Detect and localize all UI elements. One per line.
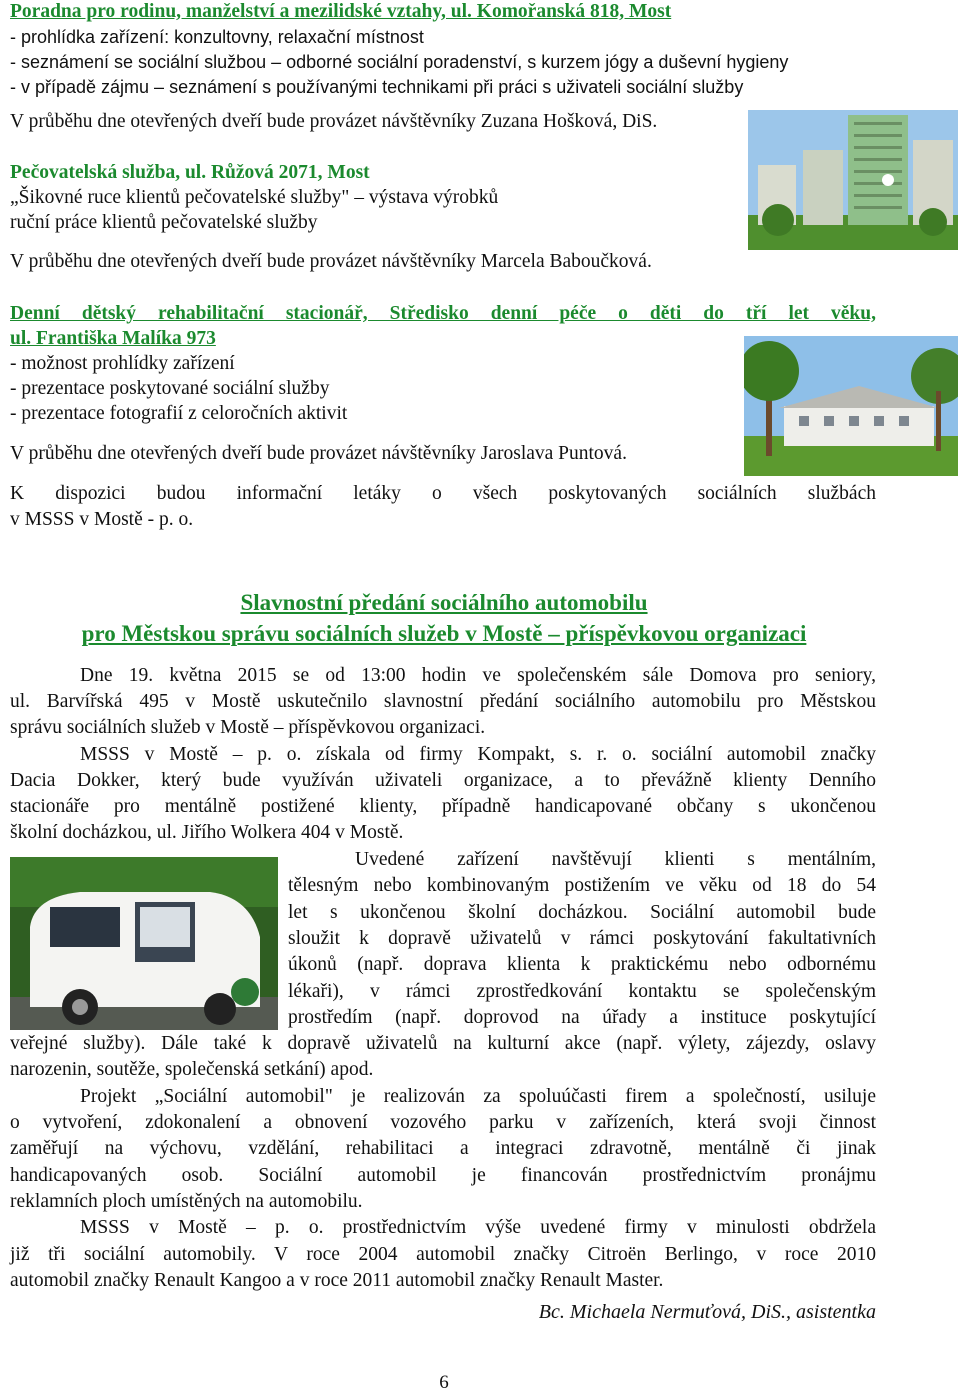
section1-bullet: - seznámení se sociální službou – odborné sociální poradenství, s kurzem jógy a duševní hygieny — [10, 52, 789, 72]
article-paragraph-line: veřejné služby). Dále také k dopravě uživatelů na kulturní akce (např. výlety, zájezdy, oslavy — [10, 1033, 876, 1054]
section1-heading: Poradna pro rodinu, manželství a mezilidské vztahy, ul. Komořanská 818, Most — [10, 1, 672, 22]
section2-heading: Pečovatelská služba, ul. Růžová 2071, Most — [10, 162, 370, 183]
article-paragraph-line: Uvedené zařízení navštěvují klienti s mentálním, — [355, 849, 876, 870]
article-paragraph-line: tělesným nebo kombinovaným postižením ve věku od 18 do 54 — [288, 875, 876, 896]
article-paragraph-line: úkonů (např. doprava klienta k praktickému nebo odbornému — [288, 954, 876, 975]
article-paragraph-line: let s ukončenou školní docházkou. Sociální automobil bude — [288, 902, 876, 923]
article-paragraph-line: o vytvoření, zdokonalení a obnovení vozového parku v zařízeních, která svoji činnost — [10, 1112, 876, 1133]
section3-bullet: - prezentace poskytované sociální služby — [10, 378, 330, 399]
article-paragraph-line: MSSS v Mostě – p. o. získala od firmy Kompakt, s. r. o. sociální automobil značky — [80, 744, 876, 765]
article-paragraph-line: Dacia Dokker, který bude využíván uživateli organizace, a to převážně klienty Denního — [10, 770, 876, 791]
info-line: K dispozici budou informační letáky o všech poskytovaných sociálních službách — [10, 483, 876, 504]
article-paragraph-line: Dne 19. května 2015 se od 13:00 hodin ve společenském sále Domova pro seniory, — [80, 665, 876, 686]
article-paragraph-line: již tři sociální automobily. V roce 2004 automobil značky Citroën Berlingo, v roce 2010 — [10, 1244, 876, 1265]
article-paragraph-line: automobil značky Renault Kangoo a v roce 2011 automobil značky Renault Master. — [10, 1270, 664, 1291]
article-paragraph-line: ul. Barvířská 495 v Mostě uskutečnilo slavnostní předání sociálního automobilu pro Městskou — [10, 691, 876, 712]
article-paragraph-line: stacionáře pro mentálně postižené klienty, případně handicapované občany s ukončenou — [10, 796, 876, 817]
article-paragraph-line: školní docházkou, ul. Jiřího Wolkera 404 v Mostě. — [10, 822, 404, 843]
section2-line: ruční práce klientů pečovatelské služby — [10, 212, 318, 233]
info-line: v MSSS v Mostě - p. o. — [10, 509, 194, 530]
section3-guide: V průběhu dne otevřených dveří bude provázet návštěvníky Jaroslava Puntová. — [10, 443, 627, 464]
article-title: pro Městskou správu sociálních služeb v Mostě – příspěvkovou organizaci — [81, 621, 807, 646]
section3-bullet: - možnost prohlídky zařízení — [10, 353, 235, 374]
section1-guide: V průběhu dne otevřených dveří bude provázet návštěvníky Zuzana Hošková, DiS. — [10, 111, 658, 132]
section2-guide: V průběhu dne otevřených dveří bude provázet návštěvníky Marcela Baboučková. — [10, 251, 652, 272]
section1-bullet: - prohlídka zařízení: konzultovny, relaxační místnost — [10, 27, 424, 47]
article-paragraph-line: handicapovaných osob. Sociální automobil je financován prostřednictvím pronájmu — [10, 1165, 876, 1186]
article-paragraph-line: prostředím (např. doprovod na úřady a instituce poskytující — [288, 1007, 876, 1028]
article-paragraph-line: správu sociálních služeb v Mostě – příspěvkovou organizaci. — [10, 717, 486, 738]
signature: Bc. Michaela Nermuťová, DiS., asistentka — [538, 1301, 876, 1323]
section3-heading-address: ul. Františka Malíka 973 — [10, 328, 216, 349]
article-paragraph-line: zaměřují na výchovu, vzdělání, rehabilitaci a integraci zdravotně, mentálně či jinak — [10, 1138, 876, 1159]
article-paragraph-line: lékaři), v rámci zprostředkování kontaktu se společenským — [288, 981, 876, 1002]
article-paragraph-line: reklamních ploch umístěných na automobilu. — [10, 1191, 363, 1212]
article-paragraph-line: narozenin, soutěže, společenská setkání) apod. — [10, 1059, 374, 1080]
page-number: 6 — [439, 1372, 449, 1393]
section3-heading: Denní dětský rehabilitační stacionář, Středisko denní péče o děti do tří let věku, — [10, 303, 876, 324]
section3-bullet: - prezentace fotografií z celoročních aktivit — [10, 403, 348, 424]
photo-social-car — [10, 857, 278, 1030]
article-paragraph-line: sloužit k dopravě uživatelů v rámci poskytování fakultativních — [288, 928, 876, 949]
photo-apartment-buildings — [748, 110, 958, 250]
photo-building-garden — [744, 336, 958, 476]
article-paragraph-line: MSSS v Mostě – p. o. prostřednictvím výše uvedené firmy v minulosti obdržela — [80, 1217, 876, 1238]
article-paragraph-line: Projekt „Sociální automobil" je realizován za spoluúčasti firem a společností, usiluje — [80, 1086, 876, 1107]
article-title: Slavnostní předání sociálního automobilu — [240, 590, 648, 615]
section1-bullet: - v případě zájmu – seznámení s používanými technikami při práci s uživateli sociální služby — [10, 77, 744, 97]
section2-line: „Šikovné ruce klientů pečovatelské služby" – výstava výrobků — [10, 187, 499, 208]
